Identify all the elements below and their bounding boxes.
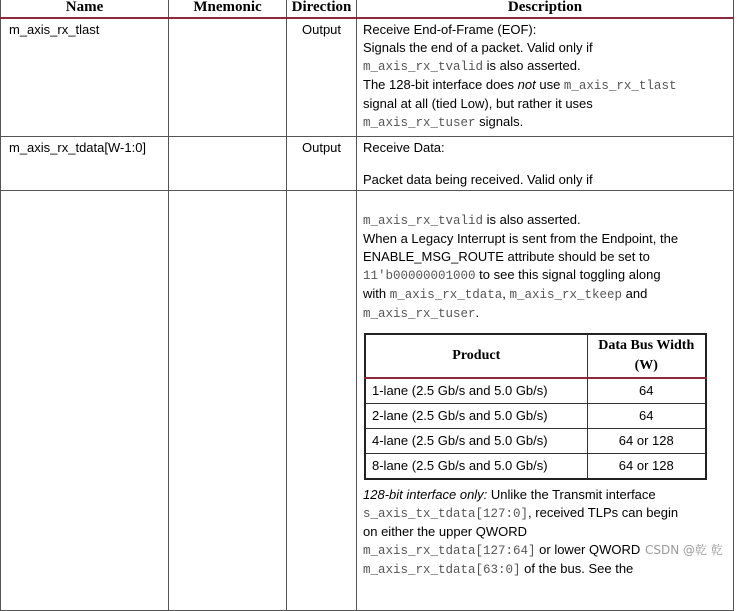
emphasis-text: 128-bit interface only: xyxy=(363,486,488,502)
code-text: m_axis_rx_tdata[127:64] xyxy=(363,543,536,558)
desc-line xyxy=(363,486,727,504)
desc-text: , xyxy=(502,285,510,301)
bus-width: 64 xyxy=(587,378,706,404)
bus-product: 8-lane (2.5 Gb/s and 5.0 Gb/s) xyxy=(365,453,587,479)
desc-text: is also asserted. xyxy=(483,58,581,73)
desc-text: , received TLPs can begin xyxy=(528,504,679,520)
desc-line: Packet data being received. Valid only if xyxy=(363,171,593,187)
desc-line xyxy=(363,76,727,95)
header-direction: Direction xyxy=(287,0,357,18)
desc-text: . xyxy=(475,304,480,320)
desc-line xyxy=(363,504,727,523)
bus-row xyxy=(365,378,706,404)
code-text: m_axis_rx_tvalid xyxy=(363,60,484,74)
bus-row xyxy=(365,403,706,428)
emphasis-text: not xyxy=(517,77,536,92)
table-row xyxy=(1,18,734,136)
bus-header-row xyxy=(365,334,706,378)
desc-text: is also asserted. xyxy=(483,211,581,227)
desc-text: with xyxy=(363,285,390,301)
desc-line xyxy=(363,304,727,323)
signal-name: m_axis_rx_tdata[W-1:0] xyxy=(1,136,169,190)
code-text: 11'b00000001000 xyxy=(363,268,476,283)
desc-line xyxy=(363,266,727,285)
code-text: m_axis_rx_tuser xyxy=(363,116,476,130)
desc-line xyxy=(363,57,727,76)
desc-line: When a Legacy Interrupt is sent from the Endpoint, the xyxy=(363,230,679,246)
code-text: m_axis_rx_tvalid xyxy=(363,213,484,228)
code-text: m_axis_rx_tdata xyxy=(389,287,503,302)
table-row xyxy=(1,190,734,610)
desc-text: signals. xyxy=(475,114,524,129)
header-mnemonic: Mnemonic xyxy=(169,0,287,18)
bus-width: 64 or 128 xyxy=(587,453,706,479)
bus-row xyxy=(365,428,706,453)
table-row xyxy=(1,136,734,190)
desc-line: Signals the end of a packet. Valid only if xyxy=(363,40,593,55)
desc-line: ENABLE_MSG_ROUTE attribute should be set to xyxy=(363,248,650,264)
desc-text: The 128-bit interface does xyxy=(363,77,518,92)
bus-width: 64 xyxy=(587,403,706,428)
header-row xyxy=(1,0,734,18)
desc-line: signal at all (tied Low), but rather it uses xyxy=(363,96,593,111)
desc-line xyxy=(363,211,727,230)
signal-description xyxy=(357,136,734,190)
code-text: m_axis_rx_tlast xyxy=(563,79,677,93)
desc-text: Unlike the Transmit interface xyxy=(487,486,656,502)
desc-text: to see this signal toggling along xyxy=(475,266,661,282)
signal-mnemonic xyxy=(169,136,287,190)
bus-product: 2-lane (2.5 Gb/s and 5.0 Gb/s) xyxy=(365,403,587,428)
code-text: m_axis_rx_tdata[63:0] xyxy=(363,562,521,577)
bus-product: 1-lane (2.5 Gb/s and 5.0 Gb/s) xyxy=(365,378,587,404)
header-name: Name xyxy=(1,0,169,18)
desc-line: Receive End-of-Frame (EOF): xyxy=(363,22,537,37)
bus-header-width: Data Bus Width (W) xyxy=(587,334,706,378)
bus-header-product: Product xyxy=(365,334,587,378)
desc-line: on either the upper QWORD xyxy=(363,523,528,539)
desc-line xyxy=(363,113,727,132)
desc-text: use xyxy=(535,77,564,92)
signal-direction: Output xyxy=(287,136,357,190)
bus-product: 4-lane (2.5 Gb/s and 5.0 Gb/s) xyxy=(365,428,587,453)
code-text: s_axis_tx_tdata[127:0] xyxy=(363,506,529,521)
watermark: CSDN @乾 乾 xyxy=(645,543,723,557)
desc-text: of the bus. See the xyxy=(520,560,634,576)
header-description: Description xyxy=(357,0,734,18)
bus-row xyxy=(365,453,706,479)
desc-line: Receive Data: xyxy=(363,139,445,155)
signal-direction xyxy=(287,190,357,610)
code-text: m_axis_rx_tkeep xyxy=(509,287,623,302)
signal-mnemonic xyxy=(169,18,287,136)
desc-line xyxy=(363,285,727,304)
data-bus-width-table xyxy=(364,333,707,480)
signal-name: m_axis_rx_tlast xyxy=(1,18,169,136)
desc-line xyxy=(363,560,727,579)
desc-text: and xyxy=(622,285,648,301)
signal-description xyxy=(357,18,734,136)
desc-text: or lower QWORD xyxy=(535,541,641,557)
bus-width: 64 or 128 xyxy=(587,428,706,453)
signal-name xyxy=(1,190,169,610)
signal-mnemonic xyxy=(169,190,287,610)
code-text: m_axis_rx_tuser xyxy=(363,306,476,321)
signal-direction: Output xyxy=(287,18,357,136)
